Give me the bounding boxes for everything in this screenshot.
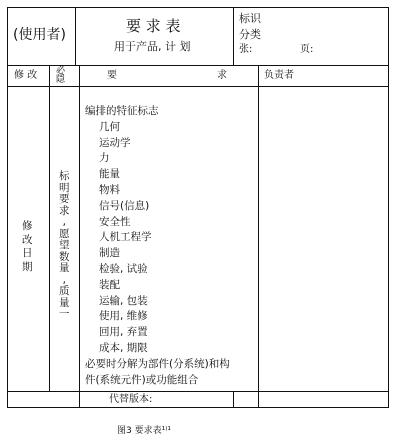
list-item: 装配 [99,278,120,291]
column-header-responsible: 负责者 [264,70,294,81]
list-item: 运输, 包装 [99,294,148,307]
list-item: 力 [99,152,110,165]
list-item: 编排的特征标志 [85,105,159,117]
list-item: 回用, 弃置 [99,326,148,339]
id-label: 标识 [239,12,261,25]
sheet-label: 张: [239,44,253,55]
list-item: 制造 [99,247,120,260]
required-note: 标 明 要 求 , 愿 望 数 量 , 质 量 一 [59,170,70,320]
divider [8,391,388,392]
list-item: 物料 [99,184,120,196]
list-item: 成本, 期限 [99,342,148,354]
class-label: 分类 [239,28,261,41]
column-header-modify: 修 改 [14,70,38,81]
figure-caption: 图3 要求表¹⁾¹ [117,426,172,436]
list-item: 检验, 试验 [99,263,148,275]
divider [75,8,76,65]
form-subtitle: 用于产品, 计 划 [114,40,191,53]
form-title: 要 求 表 [126,17,181,35]
divider [8,86,388,87]
list-item: 必要时分解为部件(分系统)和构 [85,357,230,370]
list-item: 人机工程学 [99,231,152,244]
user-label: (使用者) [13,27,66,43]
column-header-requirement-right: 求 [217,70,227,81]
list-item: 使用, 维修 [99,310,148,323]
divider [49,65,50,391]
divider [258,65,259,407]
list-item: 安全性 [99,215,131,228]
divider [8,65,388,66]
replace-version-label: 代替版本: [109,394,153,405]
divider [79,65,80,391]
divider [79,391,80,407]
column-header-requirement-left: 要 [107,70,117,81]
requirements-form [7,7,389,408]
modify-date-note: 修 改 日 期 [22,220,33,273]
list-item: 几何 [99,120,120,133]
divider [233,8,234,65]
list-item: 能量 [99,168,120,181]
list-item: 信号(信息) [99,199,150,212]
list-item: 运动学 [99,136,131,149]
page-label: 页: [300,44,314,55]
divider [233,391,234,407]
column-header-required: 必 隠 [56,66,66,85]
list-item: 件(系统元件)或功能组合 [85,373,199,386]
